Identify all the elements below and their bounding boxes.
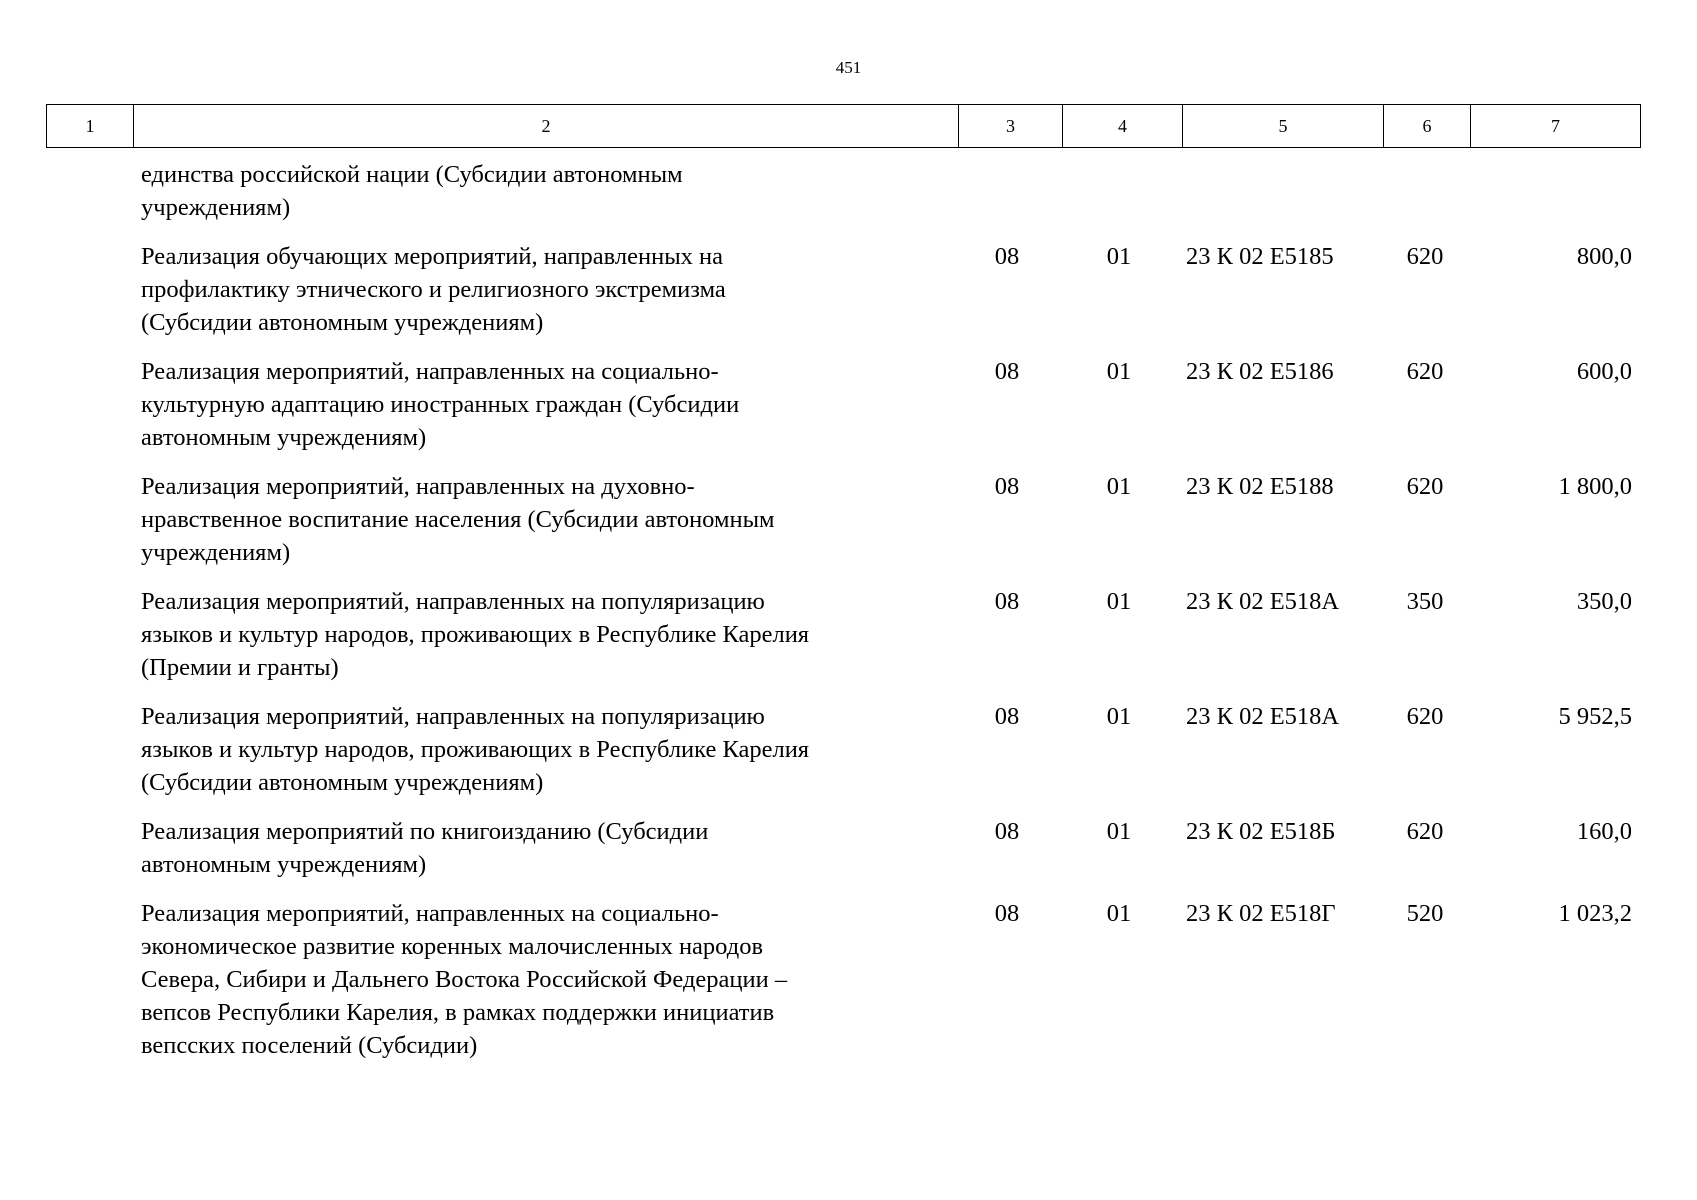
target-article-code: 23 К 02 E5188 xyxy=(1186,473,1334,500)
column-header-5: 5 xyxy=(1183,105,1384,148)
expense-type-code: 520 xyxy=(1406,900,1444,927)
description-line: автономным учреждениям) xyxy=(141,851,427,878)
description-line: (Субсидии автономным учреждениям) xyxy=(141,309,544,336)
description-line: (Премии и гранты) xyxy=(141,654,339,681)
row-description xyxy=(141,158,941,224)
row-description xyxy=(141,585,941,684)
table-row xyxy=(0,815,1697,897)
expense-type-code: 350 xyxy=(1406,588,1444,615)
description-line: вепсских поселений (Субсидии) xyxy=(141,1032,478,1059)
amount: 800,0 xyxy=(1576,243,1632,270)
section-code: 08 xyxy=(994,588,1020,615)
expense-type-code: 620 xyxy=(1406,358,1444,385)
table-row xyxy=(0,897,1697,1067)
column-header-table xyxy=(46,104,1641,148)
description-line: Реализация мероприятий по книгоизданию (Субсидии xyxy=(141,818,709,845)
column-header-7: 7 xyxy=(1471,105,1641,148)
description-line: Реализация мероприятий, направленных на популяризацию xyxy=(141,703,765,730)
expense-type-code: 620 xyxy=(1406,703,1444,730)
amount: 350,0 xyxy=(1576,588,1632,615)
section-code: 08 xyxy=(994,243,1020,270)
row-description xyxy=(141,470,941,569)
table-row xyxy=(0,700,1697,815)
section-code: 08 xyxy=(994,358,1020,385)
subsection-code: 01 xyxy=(1106,243,1132,270)
amount: 600,0 xyxy=(1576,358,1632,385)
description-line: Реализация мероприятий, направленных на духовно- xyxy=(141,473,695,500)
subsection-code: 01 xyxy=(1106,358,1132,385)
amount: 5 952,5 xyxy=(1558,703,1632,730)
column-header-2: 2 xyxy=(134,105,959,148)
target-article-code: 23 К 02 E5186 xyxy=(1186,358,1334,385)
target-article-code: 23 К 02 E5185 xyxy=(1186,243,1334,270)
column-header-row xyxy=(47,105,1641,148)
description-line: Реализация мероприятий, направленных на популяризацию xyxy=(141,588,765,615)
subsection-code: 01 xyxy=(1106,588,1132,615)
row-description xyxy=(141,240,941,339)
amount: 1 800,0 xyxy=(1558,473,1632,500)
section-code: 08 xyxy=(994,473,1020,500)
description-line: учреждениям) xyxy=(141,194,291,221)
amount: 160,0 xyxy=(1576,818,1632,845)
column-header-6: 6 xyxy=(1384,105,1471,148)
page-number: 451 xyxy=(835,58,862,77)
description-line: Реализация мероприятий, направленных на социально- xyxy=(141,358,719,385)
description-line: Реализация мероприятий, направленных на социально- xyxy=(141,900,719,927)
description-line: языков и культур народов, проживающих в Республике Карелия xyxy=(141,736,810,763)
expense-type-code: 620 xyxy=(1406,818,1444,845)
subsection-code: 01 xyxy=(1106,703,1132,730)
section-code: 08 xyxy=(994,900,1020,927)
description-line: Реализация обучающих мероприятий, направленных на xyxy=(141,243,724,270)
section-code: 08 xyxy=(994,703,1020,730)
description-line: автономным учреждениям) xyxy=(141,424,427,451)
description-line: профилактику этнического и религиозного экстремизма xyxy=(141,276,726,303)
row-description xyxy=(141,897,941,1062)
table-row xyxy=(0,158,1697,240)
amount: 1 023,2 xyxy=(1558,900,1632,927)
description-line: единства российской нации (Субсидии автономным xyxy=(141,161,683,188)
section-code: 08 xyxy=(994,818,1020,845)
description-line: экономическое развитие коренных малочисленных народов xyxy=(141,933,764,960)
table-row xyxy=(0,585,1697,700)
row-description xyxy=(141,815,941,881)
expense-type-code: 620 xyxy=(1406,243,1444,270)
column-header-4: 4 xyxy=(1063,105,1183,148)
subsection-code: 01 xyxy=(1106,818,1132,845)
table-body xyxy=(0,158,1697,1067)
table-row xyxy=(0,470,1697,585)
target-article-code: 23 К 02 E518А xyxy=(1186,588,1340,615)
expense-type-code: 620 xyxy=(1406,473,1444,500)
target-article-code: 23 К 02 E518Б xyxy=(1186,818,1336,845)
table-row xyxy=(0,240,1697,355)
description-line: учреждениям) xyxy=(141,539,291,566)
description-line: (Субсидии автономным учреждениям) xyxy=(141,769,544,796)
subsection-code: 01 xyxy=(1106,473,1132,500)
column-header-3: 3 xyxy=(959,105,1063,148)
description-line: вепсов Республики Карелия, в рамках поддержки инициатив xyxy=(141,999,775,1026)
target-article-code: 23 К 02 E518А xyxy=(1186,703,1340,730)
row-description xyxy=(141,355,941,454)
description-line: нравственное воспитание населения (Субсидии автономным xyxy=(141,506,775,533)
subsection-code: 01 xyxy=(1106,900,1132,927)
table-row xyxy=(0,355,1697,470)
target-article-code: 23 К 02 E518Г xyxy=(1186,900,1336,927)
row-description xyxy=(141,700,941,799)
description-line: Севера, Сибири и Дальнего Востока Российской Федерации – xyxy=(141,966,788,993)
description-line: языков и культур народов, проживающих в Республике Карелия xyxy=(141,621,810,648)
column-header-1: 1 xyxy=(47,105,134,148)
description-line: культурную адаптацию иностранных граждан (Субсидии xyxy=(141,391,740,418)
